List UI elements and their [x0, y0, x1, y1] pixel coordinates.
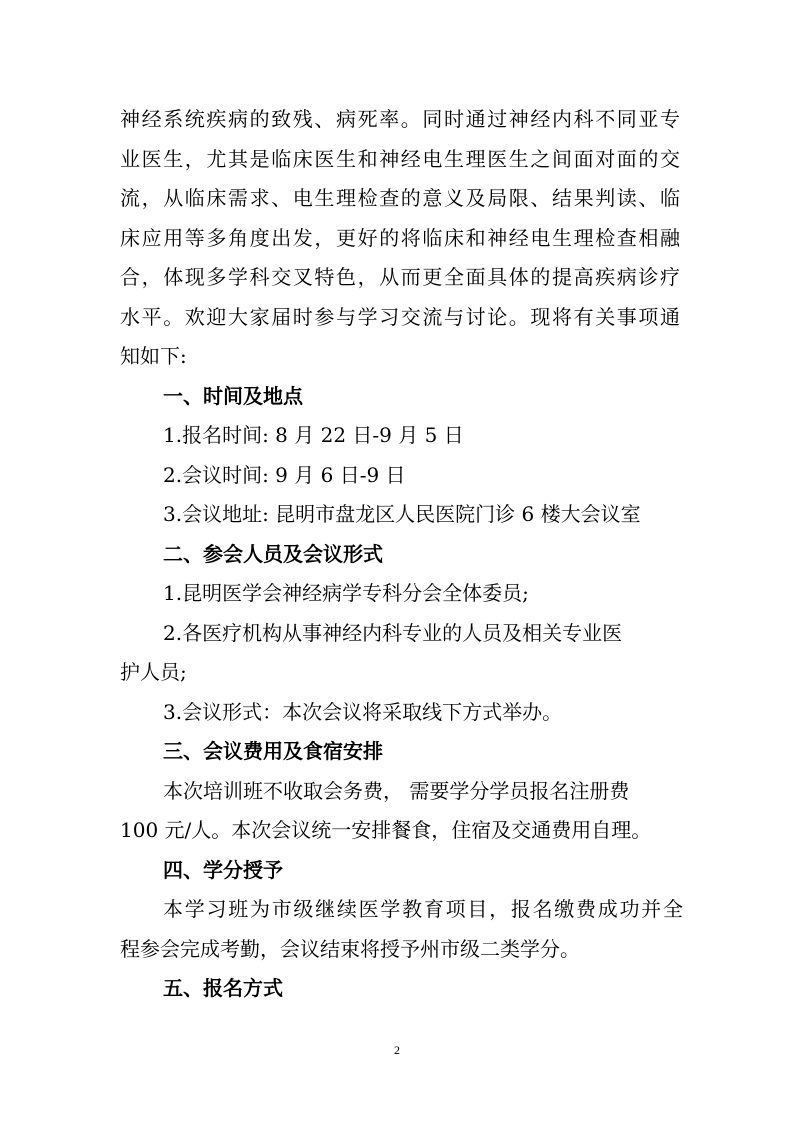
section-heading-attendees: 二、参会人员及会议形式 [163, 541, 383, 566]
intro-line-1: 神经系统疾病的致残、病死率。同时通过神经内科不同亚专 [120, 107, 680, 131]
section2-item-2-line-1: 2.各医疗机构从事神经内科专业的人员及相关专业医 [163, 620, 623, 645]
section2-item-3: 3.会议形式：本次会议将采取线下方式举办。 [163, 699, 563, 724]
intro-line-7: 知如下: [120, 344, 187, 368]
section3-line-2: 100 元/人。本次会议统一安排餐食，住宿及交通费用自理。 [120, 818, 652, 842]
section4-line-1: 本学习班为市级继续医学教育项目，报名缴费成功并全 [163, 897, 683, 921]
page-number: 2 [394, 1043, 400, 1057]
intro-line-4: 床应用等多角度出发，更好的将临床和神经电生理检查相融 [120, 225, 680, 250]
section1-item-registration-time: 1.报名时间: 8 月 22 日-9 月 5 日 [163, 423, 464, 447]
section1-item-meeting-address: 3.会议地址: 昆明市盘龙区人民医院门诊 6 楼大会议室 [163, 502, 641, 526]
section2-item-2-line-2: 护人员; [120, 660, 187, 684]
section-heading-credits: 四、学分授予 [163, 857, 283, 882]
section2-item-1: 1.昆明医学会神经病学专科分会全体委员; [163, 581, 529, 605]
section4-line-2: 程参会完成考勤，会议结束将授予州市级二类学分。 [120, 936, 580, 961]
intro-line-2: 业医生，尤其是临床医生和神经电生理医生之间面对面的交 [120, 146, 680, 171]
intro-line-6: 水平。欢迎大家届时参与学习交流与讨论。现将有关事项通 [120, 304, 680, 329]
intro-line-3: 流，从临床需求、电生理检查的意义及局限、结果判读、临 [120, 186, 680, 210]
section1-item-meeting-time: 2.会议时间: 9 月 6 日-9 日 [163, 462, 406, 487]
section-heading-registration: 五、报名方式 [163, 976, 283, 1000]
section-heading-time-place: 一、时间及地点 [163, 383, 303, 408]
section3-line-1: 本次培训班不收取会务费， 需要学分学员报名注册费 [163, 778, 630, 803]
intro-line-5: 合，体现多学科交叉特色，从而更全面具体的提高疾病诊疗 [120, 265, 680, 289]
section-heading-fees: 三、会议费用及食宿安排 [163, 739, 383, 763]
